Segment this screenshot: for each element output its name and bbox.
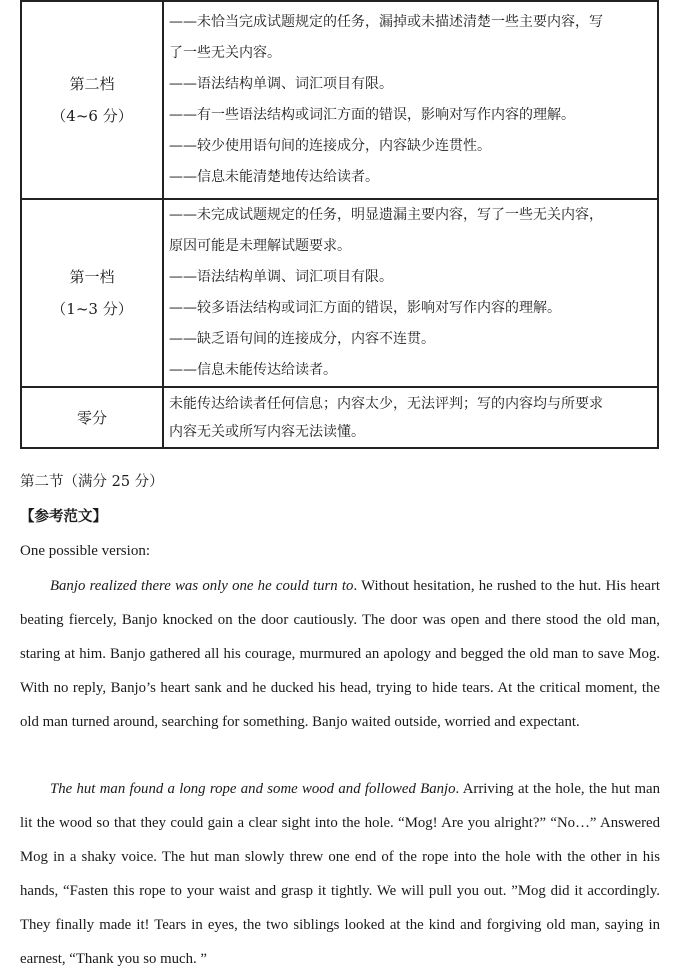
- criteria-line: ——语法结构单调、词汇项目有限。: [169, 269, 393, 285]
- criteria-line: 内容无关或所写内容无法读懂。: [169, 423, 365, 440]
- essay-paragraph-2: [20, 772, 660, 976]
- criteria-line: 原因可能是未理解试题要求。: [169, 238, 351, 254]
- level-name: 第一档: [69, 268, 115, 286]
- criteria-line: ——未完成试题规定的任务，明显遗漏主要内容，写了一些无关内容，: [169, 207, 603, 223]
- rubric-row-level-2: [21, 1, 658, 199]
- criteria-line: ——有一些语法结构或词汇方面的错误，影响对写作内容的理解。: [169, 107, 575, 123]
- paragraph-body: . Without hesitation, he rushed to the hut. His heart beating fiercely, Banjo knocked on the door cautiously. The door was open and there stood the old man, staring at him. Banjo gathered all his courage, murmured an apology and begged the old man to save Mog. With no reply, Banjo’s heart sank and he ducked his head, trying to hide tears. At the critical moment, the old man turned around, searching for something. Banjo waited outside, worried and expectant.: [20, 578, 660, 730]
- level-cell: [21, 1, 163, 199]
- level-name: 零分: [76, 408, 107, 427]
- scoring-rubric-table: [20, 0, 659, 449]
- criteria-line: 未能传达给读者任何信息；内容太少，无法评判；写的内容均与所要求: [169, 395, 603, 412]
- criteria-cell: [163, 199, 658, 387]
- paragraph-opening-sentence: Banjo realized there was only one he could turn to: [50, 578, 354, 594]
- criteria-line: ——信息未能传达给读者。: [169, 362, 337, 378]
- section-heading: 第二节（满分 25 分）: [20, 474, 164, 490]
- criteria-line: ——较少使用语句间的连接成分，内容缺少连贯性。: [169, 138, 491, 154]
- level-cell: [21, 199, 163, 387]
- version-label: One possible version:: [20, 543, 150, 559]
- criteria-line: 了一些无关内容。: [169, 45, 281, 61]
- criteria-line: ——缺乏语句间的连接成分，内容不连贯。: [169, 331, 435, 347]
- rubric-row-zero: [21, 387, 658, 448]
- criteria-cell: [163, 387, 658, 448]
- criteria-line: ——未恰当完成试题规定的任务，漏掉或未描述清楚一些主要内容，写: [169, 14, 603, 30]
- level-range: （1~3 分）: [51, 300, 133, 318]
- level-name: 第二档: [69, 75, 115, 93]
- criteria-cell: [163, 1, 658, 199]
- essay-paragraph-1: [20, 569, 660, 739]
- paragraph-body: . Arriving at the hole, the hut man lit the wood so that they could gain a clear sight into the hole. “Mog! Are you alright?” “No…” Answered Mog in a shaky voice. The hut man slowly threw one end of the rope into the hole with the other in his hands, “Fasten this rope to your waist and grasp it tightly. We will pull you out. ”Mog did it accordingly. They finally made it! Tears in eyes, the two siblings looked at the kind and forgiving old man, saying in earnest, “Thank you so much. ”: [20, 781, 660, 967]
- reference-essay-heading: 【参考范文】: [20, 508, 107, 525]
- paragraph-opening-sentence: The hut man found a long rope and some wood and followed Banjo: [50, 781, 456, 797]
- level-range: （4~6 分）: [51, 107, 133, 125]
- criteria-line: ——较多语法结构或词汇方面的错误，影响对写作内容的理解。: [169, 300, 561, 316]
- criteria-line: ——语法结构单调、词汇项目有限。: [169, 76, 393, 92]
- criteria-line: ——信息未能清楚地传达给读者。: [169, 169, 379, 185]
- level-cell: [21, 387, 163, 448]
- rubric-row-level-1: [21, 199, 658, 387]
